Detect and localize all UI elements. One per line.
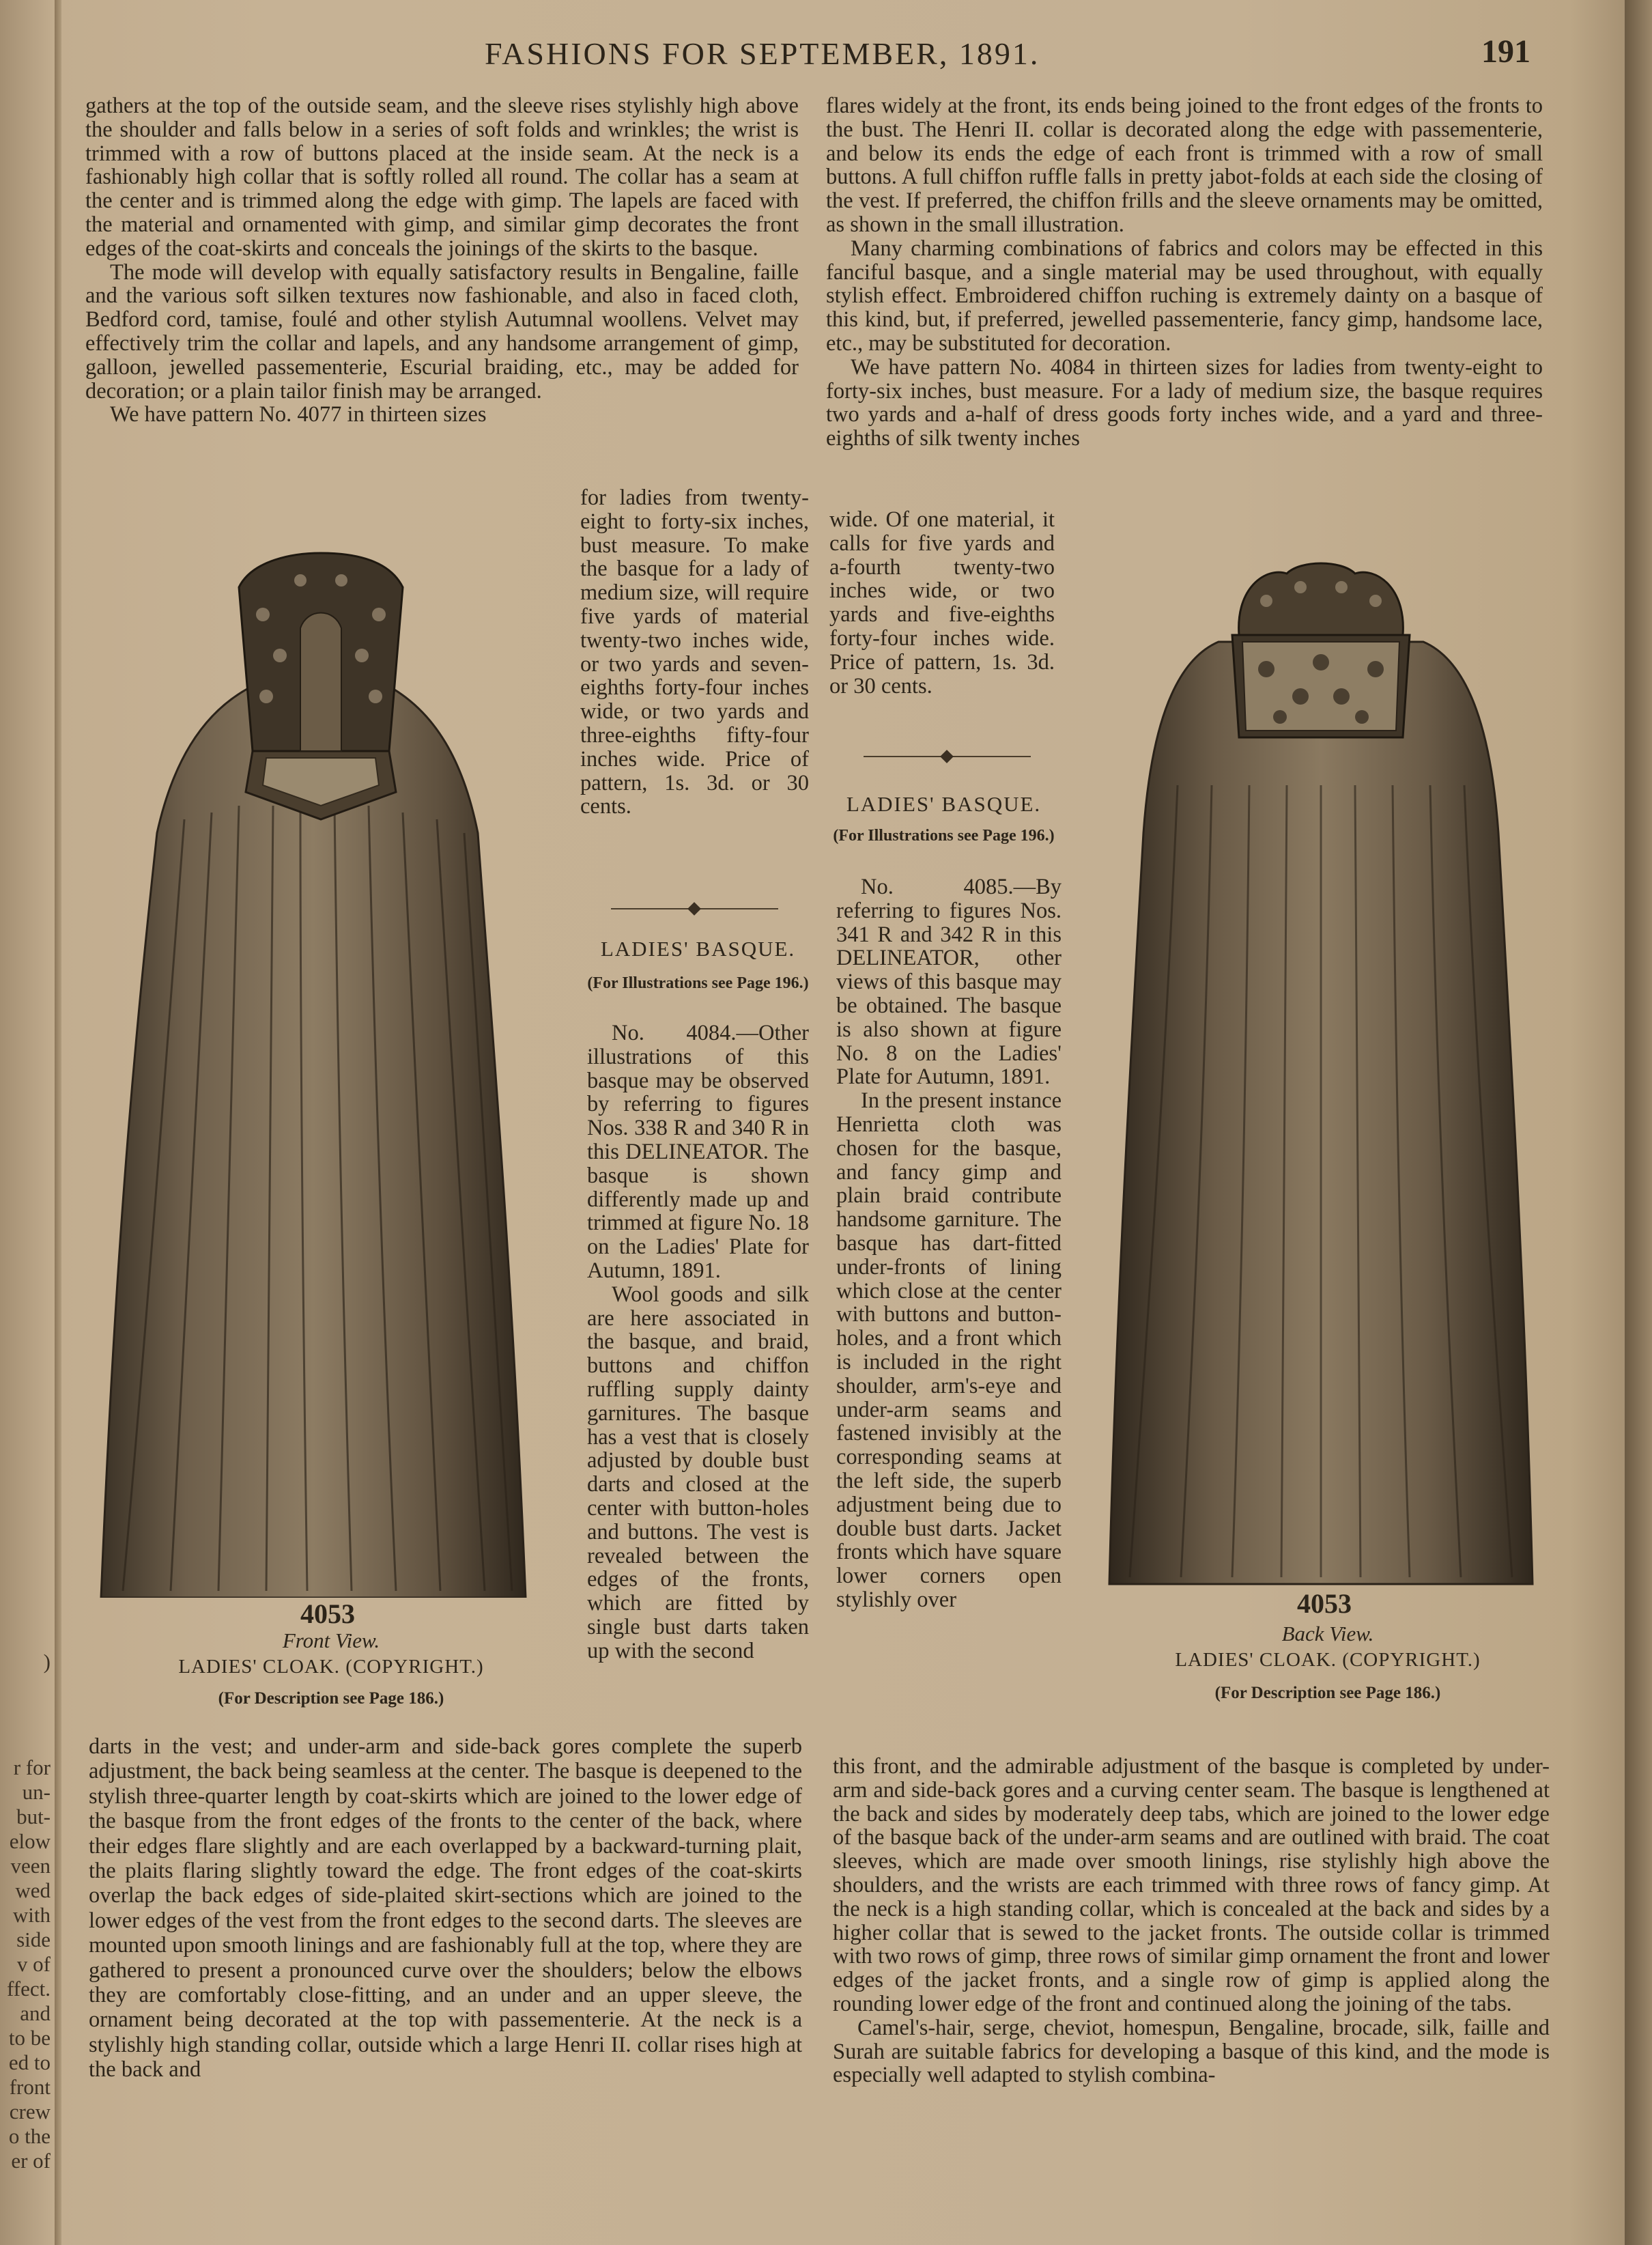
right-column-top xyxy=(826,94,1543,451)
margin-word: crew xyxy=(9,2100,51,2123)
margin-word: side xyxy=(16,1928,51,1951)
paragraph: No. 4084.—Other illustrations of this basque may be observed by referring to figures Nos. 338 R and 340 R in this DELINEATOR. The basque is shown differently made up and trimmed at figure No. 18 on the Ladies' Plate for Autumn, 1891. xyxy=(587,1021,809,1283)
paragraph: darts in the vest; and under-arm and side-back gores complete the superb adjustment, the back being seamless at the center. The basque is deepened to the stylish three-quarter length by coat-skirts which are joined to the lower edge of the basque from the front edges of the fronts to the center of the back, where their edges flare slightly and are each overlapped by a backward-turning plait, the plaits flaring slightly toward the edge. The front edges of the coat-skirts overlap the back edges of side-plaited skirt-sections which are joined to the lower edges of the vest from the front edges to the second darts. The sleeves are mounted upon smooth linings and are fashionably full at the top, where they are gathered to present a pronounced curve over the shoulders; below the elbows they are comfortably close-fitting, and an under and an upper sleeve, the ornament being decorated at the top with passementerie. At the neck is a stylishly high standing collar, outside which a large Henri II. collar rises high at the back and xyxy=(89,1734,802,2082)
margin-word: veen xyxy=(10,1854,51,1878)
margin-word: o the xyxy=(8,2124,51,2148)
middle-column-pattern xyxy=(580,486,809,819)
margin-word: ed to xyxy=(8,2050,51,2074)
margin-word: ) xyxy=(43,1650,51,1674)
section-heading: LADIES' BASQUE. xyxy=(600,937,796,961)
margin-word: un- xyxy=(22,1780,51,1804)
cloak-back-drawing xyxy=(1102,560,1539,1598)
margin-word: v of xyxy=(16,1952,51,1976)
right-narrow-basque xyxy=(836,875,1062,1612)
right-narrow-column xyxy=(829,508,1055,698)
middle-column-basque xyxy=(587,1021,809,1663)
figure-number: 4053 xyxy=(1297,1588,1352,1619)
left-column-top xyxy=(85,94,799,427)
paragraph: No. 4085.—By referring to figures Nos. 341 R and 342 R in this DELINEATOR, other views of this basque may be obtained. The basque is also shown at figure No. 8 on the Ladies' Plate for Autumn, 1891. xyxy=(836,875,1062,1090)
cloak-back-illustration xyxy=(1102,560,1539,1619)
paragraph: The mode will develop with equally satisfactory results in Bengaline, faille and the various soft silken textures now fashionable, and also in faced cloth, Bedford cord, tamise, foulé and other stylish Autumnal woollens. Velvet may effectively trim the collar and lapels, and any handsome arrangement of gimp, galloon, jewelled passementerie, Escurial braiding, etc., may be added for decoration; or a plain tailor finish may be arranged. xyxy=(85,259,799,404)
paragraph: for ladies from twenty-eight to forty-six inches, bust measure. To make the basque for a lady of medium size, will require five yards of material twenty-two inches wide, or two yards and seven-eighths forty-four inches wide, or two yards and three-eighths fifty-four inches wide. Price of pattern, 1s. 3d. or 30 cents. xyxy=(580,485,809,819)
cloak-front-drawing xyxy=(96,546,560,1598)
paragraph: Camel's-hair, serge, cheviot, homespun, Bengaline, brocade, silk, faille and Surah are suitable fabrics for developing a basque of this kind, and the mode is especially well adapted to stylish combina- xyxy=(833,2015,1550,2088)
margin-word: to be xyxy=(8,2026,51,2050)
margin-word: elow xyxy=(9,1829,51,1853)
paragraph: We have pattern No. 4084 in thirteen sizes for ladies from twenty-eight to forty-six inches, bust measure. For a lady of medium size, the basque requires two yards and a-half of dress goods forty inches wide, and a yard and three-eighths of silk twenty inches xyxy=(826,354,1543,451)
margin-word: r for xyxy=(13,1755,51,1779)
figure-reference: (For Description see Page 186.) xyxy=(218,1689,444,1708)
paragraph: Wool goods and silk are here associated in the basque, and braid, buttons and chiffon ruffling supply dainty garnitures. The basque has a vest that is closely adjusted by double bust darts and closed at the center with button-holes and buttons. The vest is revealed between the edges of the fronts, which are fitted by single bust darts taken up with the second xyxy=(587,1282,809,1663)
right-column-bottom xyxy=(833,1755,1550,2087)
paragraph: In the present instance Henrietta cloth was chosen for the basque, and fancy gimp and plain braid contribute handsome garniture. The basque has dart-fitted under-fronts of lining which close at the center with buttons and button-holes, and a front which is included in the right shoulder, arm's-eye and under-arm seams and fastened invisibly at the corresponding seams at the left side, the superb adjustment being due to double bust darts. Jacket fronts which have square lower corners open stylishly over xyxy=(836,1088,1062,1612)
running-head: FASHIONS FOR SEPTEMBER, 1891. xyxy=(485,36,1040,71)
paragraph: this front, and the admirable adjustment of the basque is completed by under-arm and side-back gores and a curving center seam. The basque is lengthened at the back and sides by moderately deep tabs, which are joined to the lower edge of the basque back of the under-arm seams and are outlined with braid. The coat sleeves, which are made over smooth linings, rise stylishly high above the shoulders, and the wrists are each trimmed with three rows of fancy gimp. At the neck is a high standing collar, which is concealed at the back and sides by a higher collar that is sewed to the jacket fronts. The outside collar is trimmed with two rows of gimp, three rows of similar gimp ornament the front and lower edges of the jacket fronts, and a single row of gimp is applied along the rounding lower edge of the front and continued along the joining of the tabs. xyxy=(833,1754,1550,2016)
figure-view-label: Back View. xyxy=(1281,1622,1374,1646)
margin-word: front xyxy=(9,2075,51,2099)
paragraph: We have pattern No. 4077 in thirteen sizes xyxy=(110,402,487,427)
cloak-front-illustration xyxy=(96,546,560,1629)
figure-number: 4053 xyxy=(300,1598,355,1629)
margin-word: with xyxy=(12,1903,51,1927)
previous-page-margin xyxy=(0,0,53,2245)
page-edge xyxy=(1625,0,1652,2245)
paragraph: flares widely at the front, its ends being joined to the front edges of the fronts to the bust. The Henri II. collar is decorated along the edge with passementerie, and below its ends the edge of each front is trimmed with a row of small buttons. A full chiffon ruffle falls in pretty jabot-folds at each side the closing of the vest. If preferred, the chiffon frills and the sleeve ornaments may be omitted, as shown in the small illustration. xyxy=(826,94,1543,237)
figure-reference: (For Description see Page 186.) xyxy=(1214,1684,1441,1702)
margin-word: but- xyxy=(16,1805,51,1829)
figure-caption: LADIES' CLOAK. (COPYRIGHT.) xyxy=(178,1656,484,1678)
section-subnote: (For Illustrations see Page 196.) xyxy=(833,827,1055,845)
section-heading: LADIES' BASQUE. xyxy=(846,792,1042,816)
paragraph: Many charming combinations of fabrics and colors may be effected in this fanciful basque, and a single material may be used throughout, with equally stylish effect. Embroidered chiffon ruching is extremely dainty on a basque of this kind, but, if preferred, jewelled passementerie, fancy gimp, handsome lace, etc., may be substituted for decoration. xyxy=(826,236,1543,356)
margin-word: ffect. xyxy=(7,1977,51,2001)
margin-word: wed xyxy=(15,1878,51,1902)
left-column-bottom xyxy=(89,1734,802,2082)
page-spine xyxy=(55,0,61,2245)
figure-caption: LADIES' CLOAK. (COPYRIGHT.) xyxy=(1175,1649,1481,1671)
margin-word: and xyxy=(20,2001,51,2025)
page-number: 191 xyxy=(1481,33,1530,70)
figure-view-label: Front View. xyxy=(282,1628,380,1652)
paragraph: gathers at the top of the outside seam, and the sleeve rises stylishly high above the shoulder and falls below in a series of soft folds and wrinkles; the wrist is trimmed with a row of buttons placed at the inside seam. At the neck is a fashionably high collar that is softly rolled all round. The collar has a seam at the center and is trimmed along the edge with gimp. The lapels are faced with the material and ornamented with gimp, and similar gimp decorates the front edges of the coat-skirts and conceals the joinings of the skirts to the basque. xyxy=(85,94,799,261)
section-subnote: (For Illustrations see Page 196.) xyxy=(587,974,809,992)
paragraph: wide. Of one material, it calls for five yards and a-fourth twenty-two inches wide, or two yards and five-eighths forty-four inches wide. Price of pattern, 1s. 3d. or 30 cents. xyxy=(829,507,1055,698)
margin-word: er of xyxy=(11,2149,51,2173)
